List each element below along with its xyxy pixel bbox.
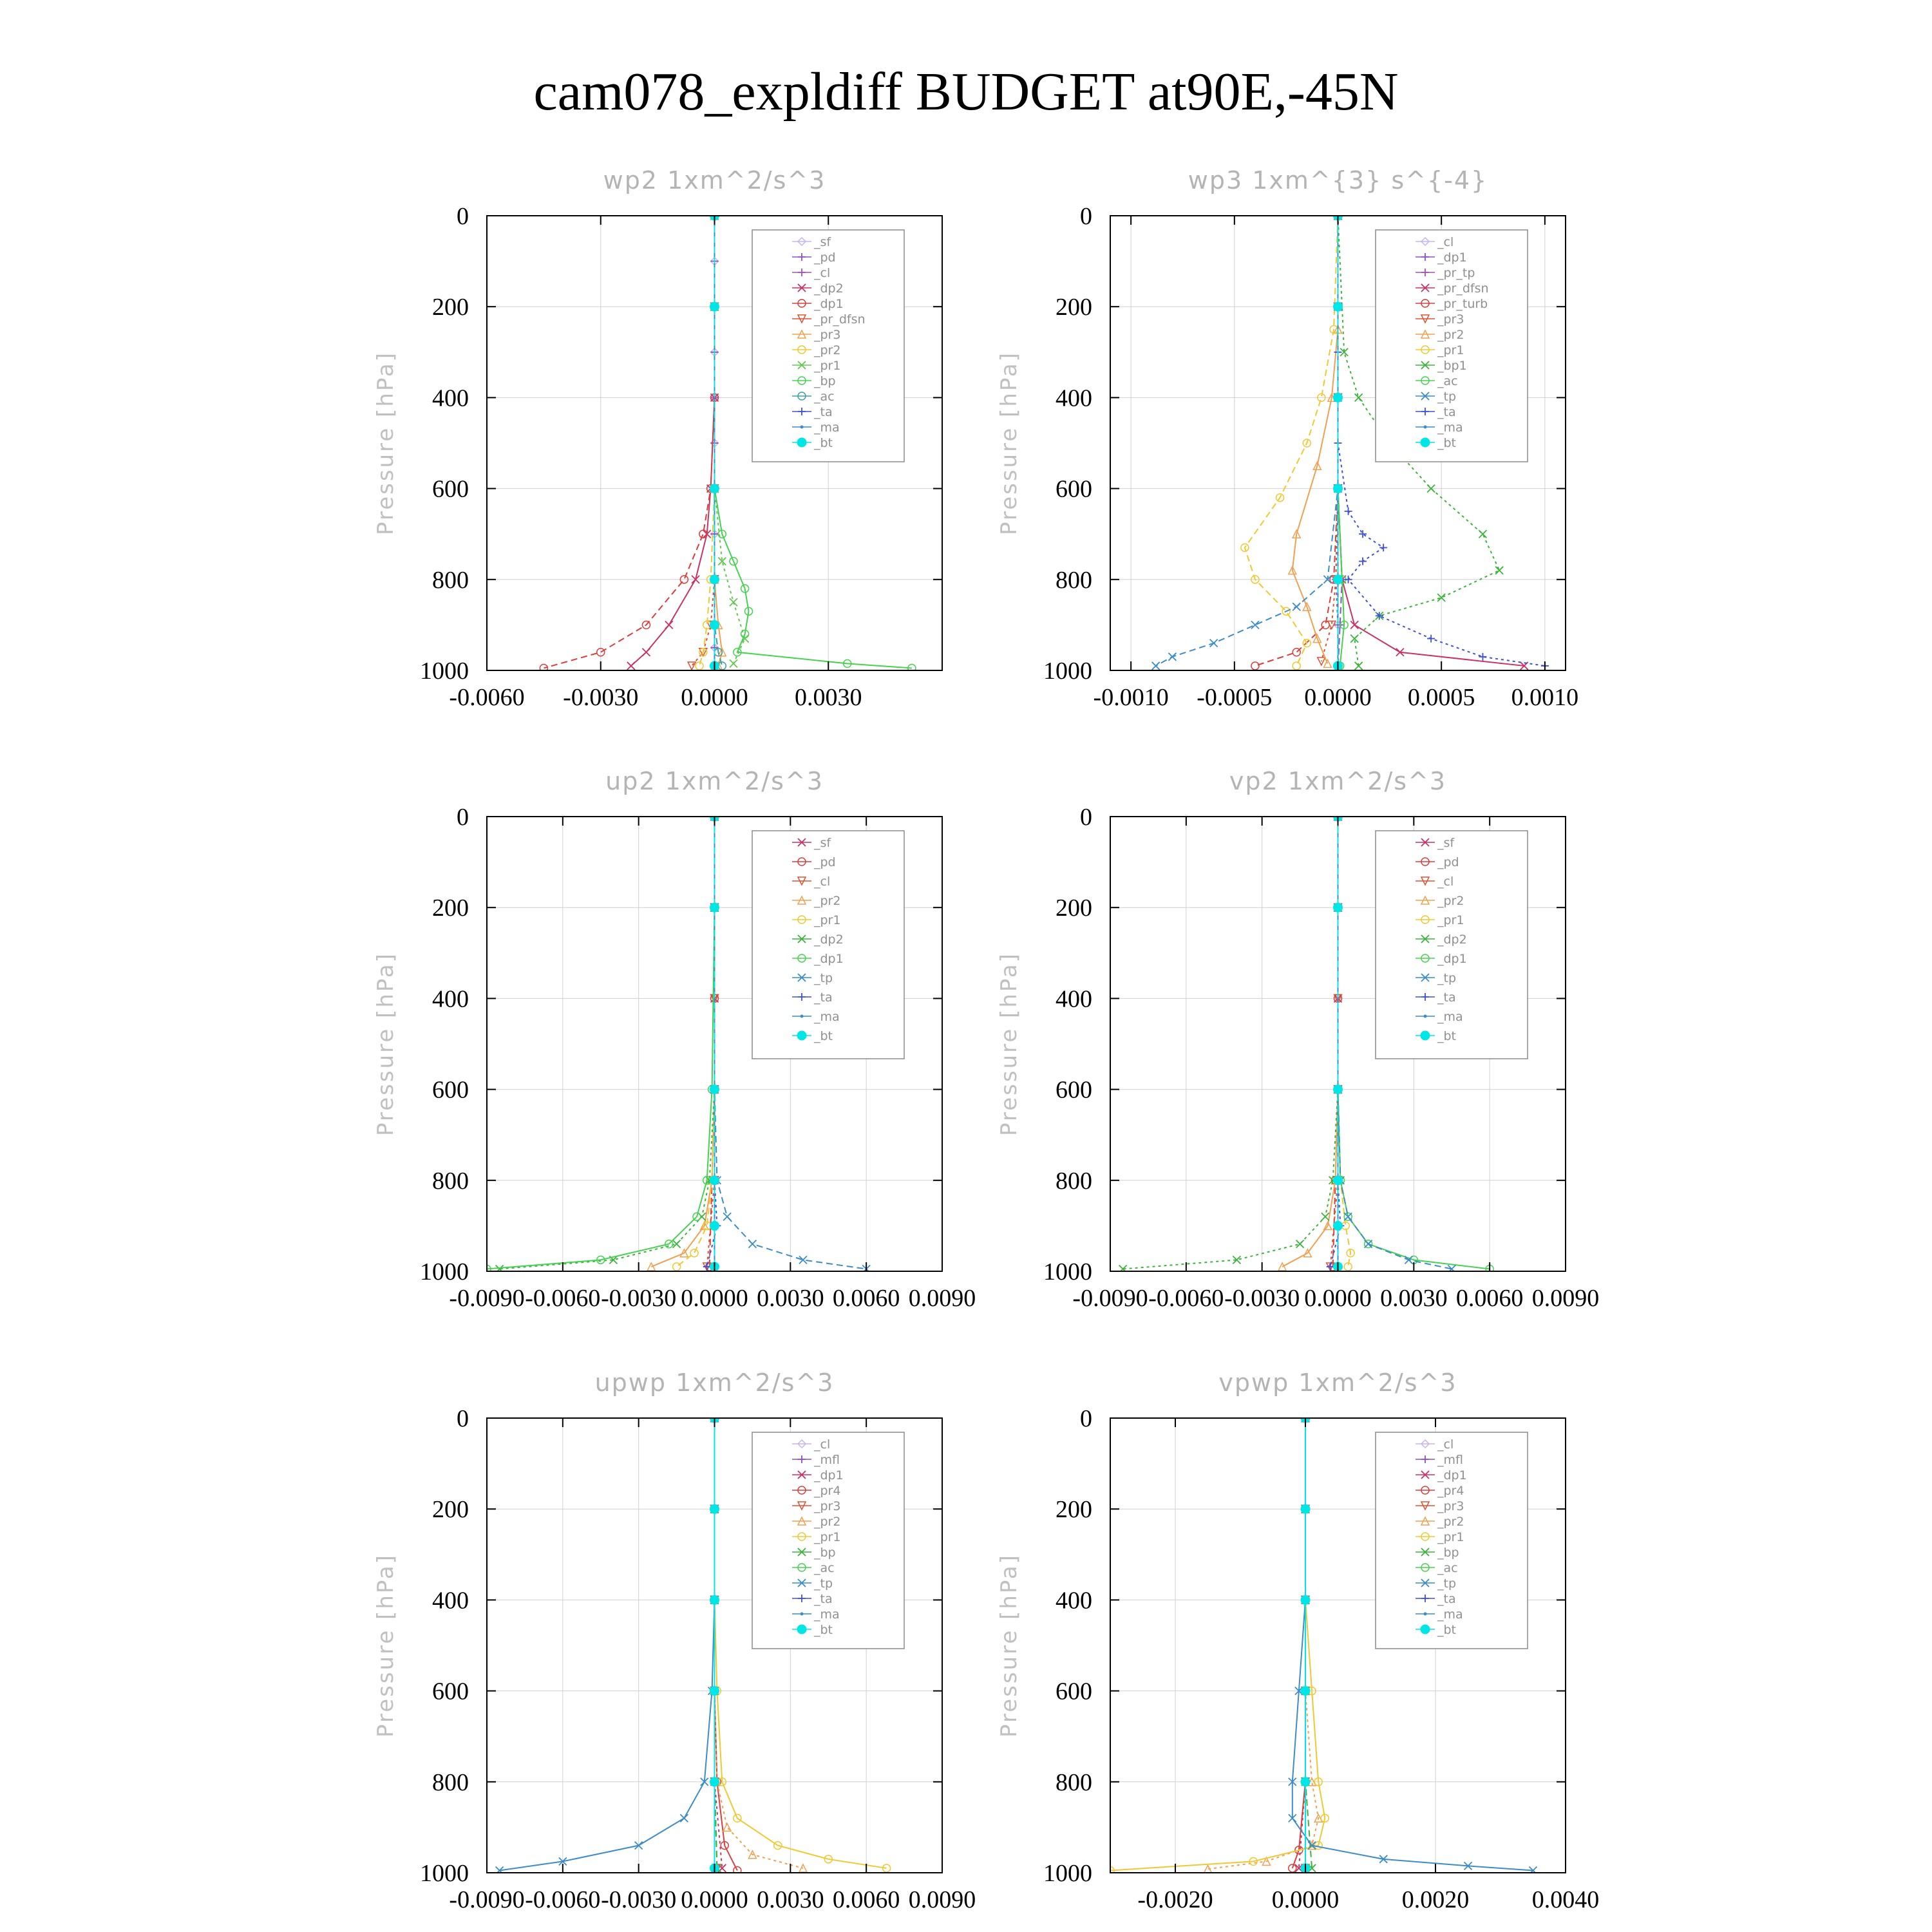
y-tick-label: 200 xyxy=(432,294,469,321)
data-point_tp xyxy=(1251,621,1259,629)
x-tick-label: 0.0030 xyxy=(757,1285,824,1312)
legend-label: _pd xyxy=(1437,855,1459,869)
legend xyxy=(752,1432,904,1649)
panel-title: up2 1xm^2/s^3 xyxy=(605,767,824,795)
panel-title: wp3 1xm^{3} s^{-4} xyxy=(1188,166,1488,194)
data-point_dp2 xyxy=(673,1240,681,1248)
series-line_dp2 xyxy=(631,216,715,666)
x-tick-label: 0.0090 xyxy=(908,1886,976,1913)
y-tick-label: 0 xyxy=(457,804,469,831)
data-point_pr_dfsn xyxy=(688,662,696,670)
data-point_bt xyxy=(1334,1221,1343,1230)
legend-label: _ac xyxy=(814,1561,835,1575)
x-tick-label: 0.0000 xyxy=(681,1886,748,1913)
data-point_ta xyxy=(1379,544,1387,551)
legend-label: _mfl xyxy=(814,1453,840,1467)
x-tick-label: 0.0020 xyxy=(1401,1886,1470,1913)
legend-marker xyxy=(800,1015,804,1018)
legend-label: _dp2 xyxy=(814,933,844,947)
legend-label: _ac xyxy=(1437,374,1458,388)
x-tick-label: -0.0030 xyxy=(1224,1285,1300,1312)
legend-label: _cl xyxy=(1437,1437,1454,1452)
legend-label: _pr1 xyxy=(1437,913,1464,927)
panel-2 xyxy=(996,166,1578,711)
y-axis-label: Pressure [hPa] xyxy=(373,1553,399,1738)
legend-marker xyxy=(797,1625,806,1634)
data-point_ta xyxy=(1359,530,1367,538)
legend-label: _pr2 xyxy=(1437,894,1464,908)
legend-label: _ta xyxy=(814,990,833,1005)
y-tick-label: 600 xyxy=(1056,1678,1092,1705)
data-point_bt xyxy=(710,1504,719,1513)
data-point_tp xyxy=(799,1256,807,1264)
data-point_bt xyxy=(1301,1595,1310,1604)
y-tick-label: 0 xyxy=(457,1405,469,1432)
legend-label: _dp2 xyxy=(1437,933,1467,947)
panel-5 xyxy=(373,1368,976,1913)
data-point_bt xyxy=(1334,484,1343,493)
data-point_pr_dfsn xyxy=(1350,621,1358,629)
y-tick-label: 600 xyxy=(432,1076,469,1104)
y-axis-label: Pressure [hPa] xyxy=(996,351,1022,535)
series-line_pd xyxy=(1333,817,1338,1267)
x-tick-label: 0.0090 xyxy=(908,1285,976,1312)
data-point_bt xyxy=(710,1221,719,1230)
y-tick-label: 600 xyxy=(1056,1076,1092,1104)
legend-label: _bp1 xyxy=(1437,359,1467,373)
y-axis-label: Pressure [hPa] xyxy=(373,952,399,1136)
data-point_tp xyxy=(1405,1256,1412,1264)
legend-marker xyxy=(800,1613,804,1616)
x-tick-label: 0.0000 xyxy=(681,1285,748,1312)
data-point_pr_turb xyxy=(1251,662,1259,670)
y-tick-label: 200 xyxy=(432,1496,469,1524)
data-point_bt xyxy=(710,1777,719,1786)
legend-label: _tp xyxy=(814,971,833,985)
panels-group xyxy=(373,166,1599,1913)
figure-title: cam078_expldiff BUDGET at90E,-45N xyxy=(533,62,1399,122)
legend-label: _dp1 xyxy=(1437,952,1467,966)
x-tick-label: -0.0010 xyxy=(1093,684,1169,711)
series-line_pr2 xyxy=(1293,216,1338,663)
data-point_tp xyxy=(1152,662,1160,670)
series-line_dp2 xyxy=(1123,817,1338,1269)
y-tick-label: 1000 xyxy=(1043,1860,1092,1887)
legend-label: _cl xyxy=(814,1437,831,1452)
panel-title: wp2 1xm^2/s^3 xyxy=(603,166,826,194)
x-tick-label: 0.0000 xyxy=(681,684,748,711)
y-tick-label: 800 xyxy=(432,1768,469,1796)
legend-label: _bt xyxy=(814,1623,833,1637)
legend xyxy=(1376,831,1528,1059)
data-point_tp xyxy=(680,1814,688,1822)
data-point_pr1 xyxy=(730,598,737,606)
data-point_tp xyxy=(1365,1240,1372,1248)
legend-label: _dp1 xyxy=(1437,1468,1467,1482)
legend-label: _ta xyxy=(1437,405,1456,419)
y-tick-label: 400 xyxy=(1056,1587,1092,1615)
x-tick-label: -0.0005 xyxy=(1197,684,1273,711)
x-tick-label: -0.0030 xyxy=(601,1886,677,1913)
series-line_tp xyxy=(500,1418,715,1870)
y-tick-label: 600 xyxy=(1056,475,1092,503)
legend xyxy=(752,831,904,1059)
legend-label: _pr2 xyxy=(814,894,841,908)
legend-label: _pr3 xyxy=(1437,1499,1464,1513)
data-point_tp xyxy=(723,1213,731,1220)
panel-6 xyxy=(996,1368,1599,1913)
legend-label: _ta xyxy=(1437,990,1456,1005)
legend-label: _ta xyxy=(814,1592,833,1606)
data-point_tp xyxy=(1210,639,1218,647)
legend-label: _ac xyxy=(1437,1561,1458,1575)
data-point_pr1 xyxy=(730,659,737,667)
data-point_tp xyxy=(1168,653,1176,661)
data-point_ta xyxy=(1345,507,1352,515)
data-point_dp2 xyxy=(665,621,673,629)
legend-label: _dp1 xyxy=(814,1468,844,1482)
series-line_dp1 xyxy=(544,216,714,668)
legend-label: _bt xyxy=(1437,1623,1457,1637)
y-tick-label: 400 xyxy=(432,1587,469,1615)
data-point_bt xyxy=(710,302,719,311)
panel-3 xyxy=(373,767,976,1312)
legend-label: _sf xyxy=(1437,836,1455,850)
legend-label: _mfl xyxy=(1437,1453,1463,1467)
y-tick-label: 1000 xyxy=(1043,1258,1092,1285)
legend-marker xyxy=(1424,426,1427,429)
legend xyxy=(1376,1432,1528,1649)
data-point_bt xyxy=(710,484,719,493)
y-tick-label: 0 xyxy=(1080,1405,1092,1432)
data-point_bt xyxy=(710,903,719,912)
y-tick-label: 200 xyxy=(1056,294,1092,321)
legend-label: _sf xyxy=(814,235,831,249)
legend-label: _cl xyxy=(814,266,831,280)
data-point_tp xyxy=(748,1240,756,1248)
y-tick-label: 200 xyxy=(1056,1496,1092,1524)
series-line_pr1 xyxy=(715,216,745,663)
x-tick-label: -0.0090 xyxy=(449,1285,525,1312)
series-line_pr_dfsn xyxy=(692,216,714,666)
data-point_bt xyxy=(1334,575,1343,584)
x-tick-label: 0.0060 xyxy=(832,1886,900,1913)
data-point_bt xyxy=(710,620,719,629)
panel-title: vp2 1xm^2/s^3 xyxy=(1229,767,1447,795)
legend-marker xyxy=(1421,438,1430,447)
legend-label: _pr2 xyxy=(814,1515,841,1529)
legend-label: _ac xyxy=(814,390,835,404)
x-tick-label: 0.0030 xyxy=(1380,1285,1448,1312)
y-tick-label: 1000 xyxy=(420,1258,469,1285)
legend-label: _bp xyxy=(814,1546,836,1560)
data-point_dp2 xyxy=(1321,1213,1329,1220)
legend-label: _pr4 xyxy=(814,1484,841,1498)
legend xyxy=(1376,230,1528,462)
data-point_bt xyxy=(1301,1777,1310,1786)
panel-1 xyxy=(373,166,942,711)
data-point_bt xyxy=(1301,1504,1310,1513)
x-tick-label: -0.0020 xyxy=(1137,1886,1213,1913)
data-point_pr2 xyxy=(696,662,703,670)
data-point_bt xyxy=(710,1085,719,1094)
legend xyxy=(752,230,904,462)
data-point_ta xyxy=(1479,653,1486,661)
legend-label: _pr1 xyxy=(1437,1530,1464,1544)
y-tick-label: 1000 xyxy=(420,1860,469,1887)
legend-label: _tp xyxy=(1437,1577,1457,1591)
legend-label: _pr3 xyxy=(814,1499,841,1513)
data-point_bt xyxy=(1334,302,1343,311)
data-point_pr1 xyxy=(673,1263,681,1271)
legend-label: _bp xyxy=(814,374,836,388)
data-point_pr1 xyxy=(690,1249,698,1257)
x-tick-label: 0.0030 xyxy=(795,684,862,711)
y-axis-label: Pressure [hPa] xyxy=(373,351,399,535)
legend-marker xyxy=(797,1031,806,1040)
legend-marker xyxy=(1421,1625,1430,1634)
x-tick-label: 0.0060 xyxy=(832,1285,900,1312)
x-tick-label: 0.0000 xyxy=(1304,1285,1372,1312)
legend-label: _ma xyxy=(814,1607,840,1622)
series-line_dp2 xyxy=(500,817,715,1269)
legend-label: _bp xyxy=(1437,1546,1459,1560)
data-point_dp2 xyxy=(1296,1240,1304,1248)
series-line_pr4 xyxy=(715,1418,737,1870)
data-point_bp1 xyxy=(1495,567,1503,574)
legend-marker xyxy=(1424,1613,1427,1616)
data-point_bt xyxy=(710,1595,719,1604)
y-tick-label: 400 xyxy=(1056,985,1092,1013)
legend-label: _dp1 xyxy=(814,297,844,311)
legend-label: _pr_turb xyxy=(1437,297,1488,311)
y-tick-label: 800 xyxy=(432,1167,469,1195)
x-tick-label: -0.0030 xyxy=(563,684,639,711)
y-tick-label: 200 xyxy=(1056,895,1092,922)
x-tick-label: 0.0000 xyxy=(1271,1886,1340,1913)
series-line_pr1 xyxy=(1245,216,1338,666)
y-tick-label: 0 xyxy=(1080,804,1092,831)
legend-label: _cl xyxy=(1437,235,1454,249)
legend-marker xyxy=(800,426,804,429)
x-tick-label: 0.0010 xyxy=(1511,684,1579,711)
panel-title: upwp 1xm^2/s^3 xyxy=(594,1368,835,1397)
x-tick-label: -0.0060 xyxy=(449,684,525,711)
data-point_ta xyxy=(1427,635,1435,643)
series-line_tp xyxy=(1156,216,1338,666)
legend-label: _pr1 xyxy=(1437,343,1464,357)
data-point_dp2 xyxy=(642,649,650,656)
legend-label: _pr1 xyxy=(814,359,841,373)
legend-label: _pr4 xyxy=(1437,1484,1464,1498)
data-point_bt xyxy=(710,1176,719,1185)
y-tick-label: 800 xyxy=(1056,1768,1092,1796)
legend-label: _bt xyxy=(1437,1029,1457,1043)
x-tick-label: 0.0005 xyxy=(1407,684,1475,711)
data-point_bt xyxy=(1334,903,1343,912)
y-tick-label: 1000 xyxy=(1043,658,1092,685)
data-point_bp1 xyxy=(1355,662,1363,670)
legend-label: _pr2 xyxy=(1437,1515,1464,1529)
legend-label: _dp2 xyxy=(814,281,844,296)
y-tick-label: 600 xyxy=(432,1678,469,1705)
y-tick-label: 1000 xyxy=(420,658,469,685)
legend-label: _ma xyxy=(1437,1607,1463,1622)
y-tick-label: 600 xyxy=(432,475,469,503)
legend-marker xyxy=(1421,1031,1430,1040)
y-tick-label: 800 xyxy=(1056,1167,1092,1195)
data-point_bt xyxy=(1334,1176,1343,1185)
legend-label: _pr2 xyxy=(814,343,841,357)
x-tick-label: -0.0060 xyxy=(525,1886,601,1913)
x-tick-label: 0.0000 xyxy=(1304,684,1372,711)
legend-label: _tp xyxy=(814,1577,833,1591)
legend-label: _ma xyxy=(1437,1010,1463,1024)
data-point_bt xyxy=(1334,393,1343,402)
y-axis-label: Pressure [hPa] xyxy=(996,952,1022,1136)
data-point_pr_turb xyxy=(1293,649,1300,656)
y-tick-label: 0 xyxy=(457,203,469,230)
legend-label: _pr1 xyxy=(814,913,841,927)
legend-marker xyxy=(797,438,806,447)
panel-4 xyxy=(996,767,1599,1312)
x-tick-label: -0.0060 xyxy=(525,1285,601,1312)
data-point_bp1 xyxy=(1479,530,1486,538)
legend-label: _dp1 xyxy=(814,952,844,966)
data-point_dp2 xyxy=(627,662,635,670)
data-point_pr1 xyxy=(1293,662,1300,670)
data-point_dp1 xyxy=(699,530,707,538)
series-line_dp1 xyxy=(487,817,715,1269)
legend-label: _ma xyxy=(814,1010,840,1024)
y-tick-label: 800 xyxy=(432,566,469,594)
data-point_bt xyxy=(710,1687,719,1696)
series-line_cl xyxy=(707,817,715,1267)
series-line_pr_turb xyxy=(1255,216,1338,666)
series-line_pr4 xyxy=(1293,1418,1305,1868)
y-tick-label: 0 xyxy=(1080,203,1092,230)
x-tick-label: -0.0090 xyxy=(1072,1285,1148,1312)
legend-label: _pd xyxy=(814,855,836,869)
x-tick-label: -0.0090 xyxy=(449,1886,525,1913)
legend-label: _dp1 xyxy=(1437,251,1467,265)
legend-label: _pr3 xyxy=(1437,312,1464,327)
legend-label: _ma xyxy=(814,421,840,435)
x-tick-label: 0.0030 xyxy=(757,1886,824,1913)
legend-label: _pr_dfsn xyxy=(814,312,866,327)
legend-label: _pr1 xyxy=(814,1530,841,1544)
data-point_bt xyxy=(1334,1085,1343,1094)
data-point_bt xyxy=(710,575,719,584)
x-tick-label: 0.0040 xyxy=(1531,1886,1600,1913)
legend-label: _tp xyxy=(1437,971,1457,985)
x-tick-label: 0.0060 xyxy=(1455,1285,1524,1312)
y-tick-label: 200 xyxy=(432,895,469,922)
y-tick-label: 400 xyxy=(432,985,469,1013)
x-tick-label: -0.0060 xyxy=(1148,1285,1224,1312)
legend-label: _tp xyxy=(1437,390,1457,404)
data-point_bt xyxy=(1301,1687,1310,1696)
legend-label: _sf xyxy=(814,836,831,850)
x-tick-label: 0.0090 xyxy=(1531,1285,1600,1312)
legend-label: _ta xyxy=(814,405,833,419)
legend-label: _pr2 xyxy=(1437,328,1464,342)
legend-label: _pr3 xyxy=(814,328,841,342)
legend-label: _ma xyxy=(1437,421,1463,435)
y-tick-label: 800 xyxy=(1056,566,1092,594)
legend-label: _cl xyxy=(814,875,831,889)
y-axis-label: Pressure [hPa] xyxy=(996,1553,1022,1738)
legend-label: _bt xyxy=(814,436,833,450)
legend-label: _bt xyxy=(1437,436,1457,450)
legend-label: _pd xyxy=(814,251,836,265)
legend-label: _cl xyxy=(1437,875,1454,889)
legend-label: _bt xyxy=(814,1029,833,1043)
legend-label: _pr_tp xyxy=(1437,266,1475,280)
y-tick-label: 400 xyxy=(432,384,469,412)
panel-title: vpwp 1xm^2/s^3 xyxy=(1218,1368,1457,1397)
series-line_cl xyxy=(1331,817,1338,1267)
x-tick-label: -0.0030 xyxy=(601,1285,677,1312)
data-point_tp xyxy=(1293,603,1300,611)
legend-marker xyxy=(1424,1015,1427,1018)
legend-label: _ta xyxy=(1437,1592,1456,1606)
legend-label: _pr_dfsn xyxy=(1437,281,1489,296)
y-tick-label: 400 xyxy=(1056,384,1092,412)
data-point_ta xyxy=(1359,558,1367,565)
